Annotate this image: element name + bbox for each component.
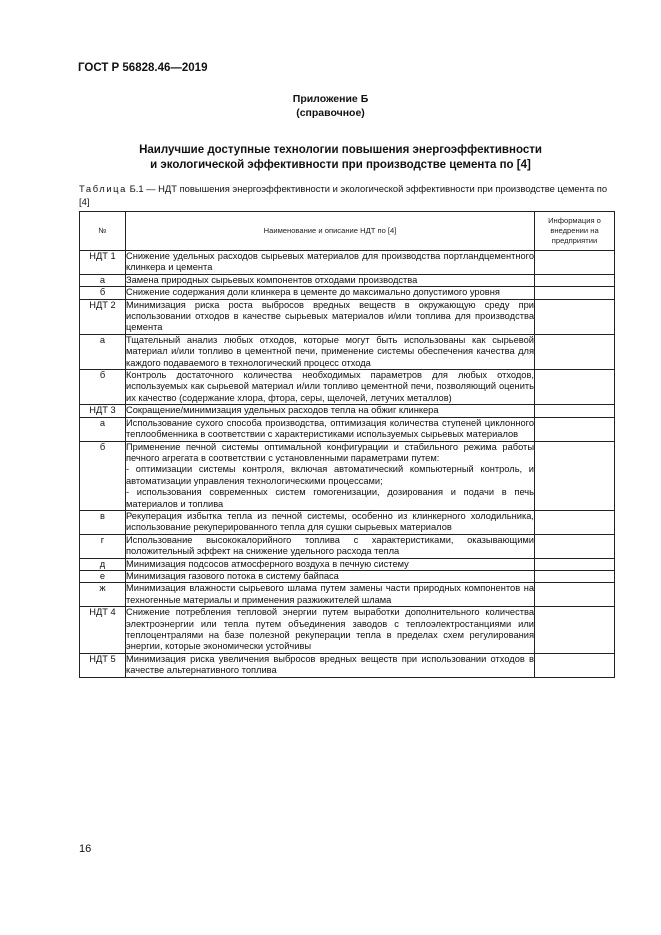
- row-description: Сокращение/минимизация удельных расходов тепла на обжиг клинкера: [126, 405, 535, 417]
- table-row: [80, 570, 615, 582]
- row-number: д: [80, 558, 126, 570]
- row-number: б: [80, 441, 126, 510]
- row-info: [535, 287, 615, 299]
- row-number: в: [80, 510, 126, 534]
- annex-heading: [0, 92, 661, 120]
- table-row: [80, 558, 615, 570]
- row-description: Использование сухого способа производства, оптимизация количества ступеней циклонного теплообменника в соответствии с характеристиками используемых сырьевых материалов: [126, 417, 534, 440]
- row-number: НДТ 5: [80, 653, 126, 677]
- table-row: [80, 370, 615, 405]
- row-number: НДТ 2: [80, 299, 126, 334]
- table-row: [80, 653, 615, 677]
- row-info: [535, 370, 615, 405]
- row-info: [535, 510, 615, 534]
- row-info: [535, 417, 615, 441]
- header-info: Информация о внедрении на предприятии: [535, 212, 615, 251]
- row-description: Минимизация риска увеличения выбросов вредных веществ при использовании отходов в качестве альтернативного топлива: [126, 653, 534, 676]
- row-description: Замена природных сырьевых компонентов отходами производства: [126, 274, 535, 286]
- row-description: Снижение содержания доли клинкера в цементе до максимально допустимого уровня: [126, 287, 535, 299]
- table-caption-label: Таблица: [79, 183, 127, 194]
- section-title-line2: и экологической эффективности при производстве цемента по [4]: [150, 159, 531, 171]
- table-caption-text: Б.1 — НДТ повышения энергоэффективности и экологической эффективности при производстве цемента по [4]: [79, 183, 608, 207]
- table-row: [80, 287, 615, 299]
- table-row: [80, 441, 615, 510]
- table-row: [80, 510, 615, 534]
- row-number: НДТ 3: [80, 405, 126, 417]
- row-number: НДТ 4: [80, 607, 126, 654]
- bat-table: [79, 211, 615, 678]
- row-info: [535, 334, 615, 369]
- row-info: [535, 558, 615, 570]
- row-number: а: [80, 334, 126, 369]
- row-info: [535, 570, 615, 582]
- row-description: Контроль достаточного количества необходимых параметров для любых отходов, используемых как сырьевой материал и/или топливо цементной печи, позволяющий оценить их качество (содержание хлора, фтора, серы, щелочей, летучих металлов): [126, 370, 534, 403]
- table-row: [80, 405, 615, 417]
- row-number: ж: [80, 583, 126, 607]
- row-number: е: [80, 570, 126, 582]
- annex-title: Приложение Б: [292, 93, 369, 105]
- row-info: [535, 653, 615, 677]
- row-description: Использование высококалорийного топлива с характеристиками, оказывающими положительный эффект на снижение удельного расхода тепла: [126, 534, 534, 557]
- header-description: Наименование и описание НДТ по [4]: [126, 212, 535, 251]
- row-info: [535, 534, 615, 558]
- table-row: [80, 583, 615, 607]
- row-number: б: [80, 370, 126, 405]
- row-info: [535, 299, 615, 334]
- row-description: Тщательный анализ любых отходов, которые могут быть использованы как сырьевой материал и/или топливо в цементной печи, применение системы обеспечения качества для каждого подаваемого в технологический процесс отхода: [126, 334, 534, 368]
- row-description: Минимизация газового потока в систему байпаса: [126, 570, 535, 582]
- row-description: Снижение потребления тепловой энергии путем выработки дополнительного количества электроэнергии или тепла путем объединения заводов с теплоэлектростанциями или теплоцентралями на базе полезной рекуперации тепла в пределах схем регулирования энергии, которые экономически устойчивы: [126, 607, 534, 652]
- table-row: [80, 274, 615, 286]
- table-row: [80, 334, 615, 369]
- row-number: НДТ 1: [80, 251, 126, 275]
- row-description: Применение печной системы оптимальной конфигурации и стабильного режима работы печного агрегата в соответствии с установленными параметрами путем: - оптимизации системы контроля, включая автоматический компьютерный контроль, и автоматизации управления технологическими процессами; - использования современных систем гомогенизации, дозирования и подачи в печь материалов и топлива: [126, 441, 534, 509]
- table-row: [80, 251, 615, 275]
- row-info: [535, 441, 615, 510]
- table-header-row: [80, 212, 615, 251]
- row-description: Минимизация риска роста выбросов вредных веществ в окружающую среду при использовании отходов в качестве сырьевых материалов и/или топлива для производства цемента: [126, 299, 534, 333]
- section-title: [60, 143, 621, 173]
- row-number: б: [80, 287, 126, 299]
- table-row: [80, 299, 615, 334]
- standard-header: ГОСТ Р 56828.46—2019: [78, 62, 208, 74]
- table-row: [80, 607, 615, 654]
- row-description: Минимизация подсосов атмосферного воздуха в печную систему: [126, 558, 535, 570]
- row-number: а: [80, 274, 126, 286]
- header-number: №: [80, 212, 126, 251]
- row-description: Минимизация влажности сырьевого шлама путем замены части природных компонентов на техногенные материалы и применения разжижителей шлама: [126, 583, 534, 605]
- row-info: [535, 405, 615, 417]
- table-row: [80, 417, 615, 441]
- annex-subtitle: (справочное): [296, 107, 365, 119]
- row-description: Рекуперация избытка тепла из печной системы, особенно из клинкерного холодильника, использование рекуперированного тепла для сушки сырьевых материалов: [126, 510, 534, 533]
- row-info: [535, 274, 615, 286]
- row-description: Снижение удельных расходов сырьевых материалов для производства портландцементного клинкера и цемента: [126, 251, 534, 273]
- row-number: г: [80, 534, 126, 558]
- row-info: [535, 251, 615, 275]
- row-info: [535, 607, 615, 654]
- table-caption: [79, 183, 619, 208]
- page-number: 16: [79, 843, 92, 855]
- row-info: [535, 583, 615, 607]
- table-row: [80, 534, 615, 558]
- section-title-line1: Наилучшие доступные технологии повышения энергоэффективности: [139, 144, 542, 156]
- row-number: а: [80, 417, 126, 441]
